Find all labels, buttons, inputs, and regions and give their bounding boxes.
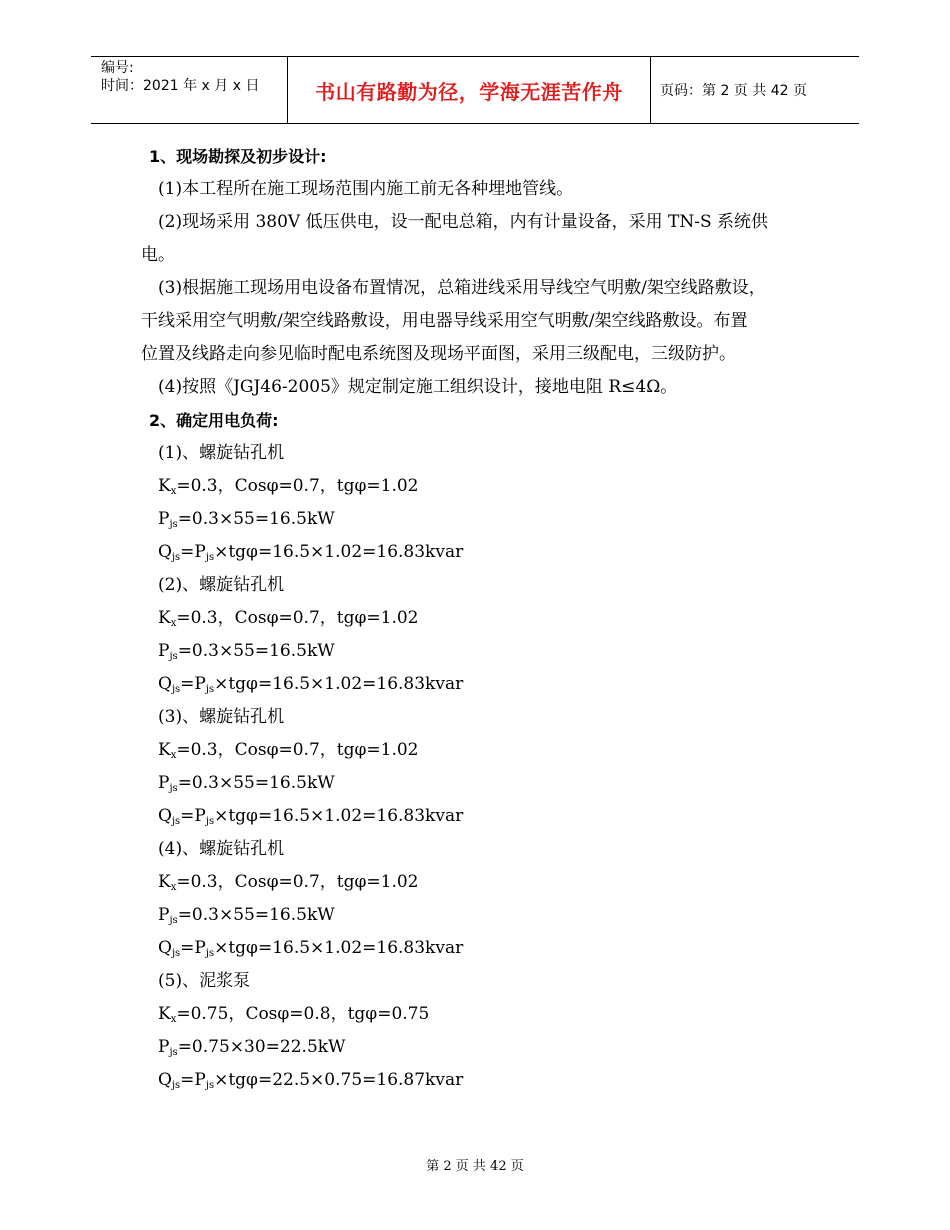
equipment-name [141,569,811,602]
equipment-name [141,965,811,998]
formula-qjs [141,1064,811,1097]
symbol: K [158,476,171,496]
paragraph-continuation: 电。 [141,245,175,265]
formula-kx [141,602,811,635]
symbol: P [158,773,170,793]
doc-meta-cell [91,57,288,123]
formula-pjs [141,503,811,536]
paragraph: (1)本工程所在施工现场范围内施工前无各种埋地管线。 [158,179,574,199]
symbol: Q [158,1070,172,1090]
subscript: js [171,816,181,827]
section-heading: 1、现场勘探及初步设计: [149,147,327,166]
formula-text: =0.3，Cosφ=0.7，tgφ=1.02 [176,476,419,496]
subscript: x [170,750,177,761]
equipment-label: (5)、泥浆泵 [158,971,251,991]
subscript: js [171,948,181,959]
formula-pjs [141,1031,811,1064]
subscript: js [169,651,178,662]
page-footer: 第 2 页 共 42 页 [426,1159,524,1174]
subscript: js [205,948,215,959]
paragraph-continuation: 位置及线路走向参见临时配电系统图及现场平面图，采用三级配电，三级防护。 [141,344,736,364]
symbol: K [158,740,171,760]
paragraph: (4)按照《JGJ46-2005》规定制定施工组织设计，接地电阻 R≤4Ω。 [158,377,678,397]
subscript: js [169,1047,178,1058]
paragraph: (2)现场采用 380V 低压供电，设一配电总箱，内有计量设备，采用 TN-S 系统供 [158,212,769,232]
document-body [141,140,811,1097]
subscript: js [205,552,215,563]
doc-number-label: 编号: [101,60,134,76]
equipment-name [141,437,811,470]
paragraph: (3)根据施工现场用电设备布置情况，总箱进线采用导线空气明敷/架空线路敷设， [158,278,766,298]
formula-pjs [141,635,811,668]
subscript: x [170,1014,177,1025]
formula-qjs [141,932,811,965]
formula-text: ×tgφ=16.5×1.02=16.83kvar [214,806,464,826]
formula-text: =0.3×55=16.5kW [177,773,335,793]
section-heading: 2、确定用电负荷: [149,411,279,430]
symbol: Q [158,674,172,694]
symbol: =P [180,1070,206,1090]
formula-pjs [141,899,811,932]
symbol: P [158,509,170,529]
formula-text: =0.75×30=22.5kW [177,1037,346,1057]
subscript: js [169,519,178,530]
formula-text: =0.3×55=16.5kW [177,641,335,661]
formula-qjs [141,800,811,833]
symbol: =P [180,674,206,694]
equipment-label: (3)、螺旋钻孔机 [158,707,285,727]
symbol: P [158,905,170,925]
formula-text: ×tgφ=16.5×1.02=16.83kvar [214,542,464,562]
equipment-name [141,833,811,866]
formula-text: ×tgφ=16.5×1.02=16.83kvar [214,938,464,958]
symbol: =P [180,806,206,826]
symbol: =P [180,542,206,562]
load-list [141,437,811,1097]
formula-text: ×tgφ=16.5×1.02=16.83kvar [214,674,464,694]
equipment-label: (2)、螺旋钻孔机 [158,575,285,595]
paragraph-continuation: 干线采用空气明敷/架空线路敷设，用电器导线采用空气明敷/架空线路敷设。布置 [141,311,748,331]
equipment-label: (1)、螺旋钻孔机 [158,443,285,463]
formula-qjs [141,536,811,569]
subscript: js [169,783,178,794]
subscript: x [170,618,177,629]
formula-text: =0.3，Cosφ=0.7，tgφ=1.02 [176,740,419,760]
subscript: x [170,486,177,497]
doc-time-label: 时间：2021 年 x 月 x 日 [101,78,260,94]
formula-pjs [141,767,811,800]
subscript: js [205,684,215,695]
subscript: js [171,1080,181,1091]
formula-text: =0.3，Cosφ=0.7，tgφ=1.02 [176,872,419,892]
formula-text: =0.3×55=16.5kW [177,905,335,925]
symbol: P [158,1037,170,1057]
symbol: K [158,608,171,628]
formula-text: =0.3×55=16.5kW [177,509,335,529]
formula-text: =0.3，Cosφ=0.7，tgφ=1.02 [176,608,419,628]
formula-text: =0.75，Cosφ=0.8，tgφ=0.75 [176,1004,430,1024]
symbol: Q [158,938,172,958]
symbol: =P [180,938,206,958]
symbol: Q [158,806,172,826]
page-info: 页码：第 2 页 共 42 页 [660,83,807,99]
motto-cell [288,57,651,123]
subscript: js [171,552,181,563]
symbol: Q [158,542,172,562]
subscript: js [169,915,178,926]
subscript: js [205,1080,215,1091]
formula-text: ×tgφ=22.5×0.75=16.87kvar [214,1070,464,1090]
subscript: js [205,816,215,827]
formula-kx [141,470,811,503]
equipment-label: (4)、螺旋钻孔机 [158,839,285,859]
formula-kx [141,866,811,899]
symbol: K [158,872,171,892]
formula-kx [141,734,811,767]
page-info-cell [651,57,859,123]
equipment-name [141,701,811,734]
formula-kx [141,998,811,1031]
formula-qjs [141,668,811,701]
subscript: x [170,882,177,893]
subscript: js [171,684,181,695]
symbol: P [158,641,170,661]
page-header [91,56,859,124]
motto-text: 书山有路勤为径，学海无涯苦作舟 [315,79,623,104]
symbol: K [158,1004,171,1024]
